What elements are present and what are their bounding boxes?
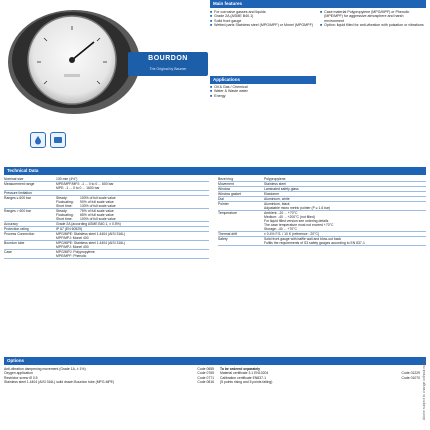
tech-value — [264, 187, 426, 191]
technical-data-right — [218, 177, 426, 246]
tech-key: Measurement range — [4, 182, 35, 186]
tech-value — [56, 177, 209, 181]
tech-key: Dial — [218, 197, 224, 201]
option-text: (5 points rising and 5 points falling) — [220, 379, 273, 384]
tech-value-line: Adjustable micro metric pointer (P ≥ 1.6 bar) — [264, 206, 331, 210]
brand-tagline: The Original by Baumer — [149, 67, 187, 71]
tech-value-line: MPE: -1 ... 0 to 0 ... 1600 bar — [56, 186, 100, 190]
tech-value-line: MPF/MPJ: Monel 400 — [56, 245, 89, 249]
options-header: Options — [4, 357, 426, 365]
tech-value-line: For liquid filled version see ordering details — [264, 219, 329, 223]
feature-item — [210, 23, 314, 27]
tech-key: Case — [4, 250, 12, 254]
feature-text: Wetted parts Stainless steel (MPG/MPF) or Monel (MPGMPF) — [214, 22, 313, 27]
bullet-icon: ■ — [320, 10, 323, 14]
option-code: Code 0765 — [197, 371, 214, 376]
tech-value — [264, 232, 426, 236]
options-left — [4, 367, 214, 384]
feature-text: Grade 2A (ASME B40.1) — [214, 14, 254, 19]
options-separate-title: To be ordered separately — [220, 367, 261, 371]
tech-value-line: Ambient: -20 ... +70°C — [264, 211, 298, 215]
applications-list — [210, 85, 248, 98]
tech-sub-row — [56, 217, 209, 221]
tech-key: Bourdon tube — [4, 241, 25, 245]
feature-text: Solid front gauge — [214, 18, 242, 23]
tech-value — [56, 209, 209, 221]
tech-sub-value: 100% of full scale value — [80, 217, 116, 221]
bullet-icon: ■ — [320, 22, 323, 27]
tech-value-line: MPG/MPE: Stainless steel 1.4404 (AISI 316L) — [56, 241, 126, 245]
atex-icon — [50, 132, 66, 148]
tech-sub-value: 75% of full scale value — [80, 209, 114, 213]
tech-value-line: Grade 2A (according ASME B40.1, ± 0.5%) — [56, 222, 121, 226]
tech-key: Ranges > 600 bar — [4, 209, 32, 213]
tech-value — [264, 192, 426, 196]
drop-icon — [30, 132, 46, 148]
bullet-icon: ■ — [210, 18, 213, 23]
feature-text: For corrosive gasses and liquids — [214, 10, 266, 14]
tech-sub-key: Fluctuating: — [56, 213, 74, 217]
option-text: Material certificate 3.1 EN10204 — [220, 371, 269, 376]
tech-value-line: MPE/MPF/MPJ: -1 ... 0 to 0 ... 600 bar — [56, 182, 114, 186]
side-note: Above subject to change without notice — [422, 359, 426, 420]
tech-key: Safety — [218, 237, 228, 241]
bullet-icon: ■ — [210, 93, 213, 98]
option-code: Code 01229 — [401, 371, 420, 376]
feature-item — [320, 23, 424, 27]
tech-value — [56, 232, 209, 240]
tech-key: Window gasket — [218, 192, 241, 196]
option-text: Oxygen application — [4, 371, 33, 376]
option-text: Restrictor screw Ø 0.5 — [4, 375, 38, 380]
tech-row — [4, 232, 209, 241]
tech-value-line: Elastomer — [264, 192, 280, 196]
tech-value — [56, 227, 209, 231]
tech-value-line: MPE/MPF: Phenolic — [56, 254, 87, 258]
tech-value — [264, 177, 426, 181]
option-row — [4, 380, 214, 384]
tech-sub-key: Steady: — [56, 209, 68, 213]
tech-row — [4, 241, 209, 250]
bullet-icon: ■ — [210, 10, 213, 14]
option-code: Code 0816 — [197, 379, 214, 384]
option-text: Calibration certificate EN837-1 — [220, 375, 266, 380]
brand-name: BOURDON — [148, 55, 188, 62]
tech-value-line: IP 67 (EN 60529) — [56, 227, 83, 231]
tech-value-line: ± 0.4% F.S. / 10 K (reference : 20°C) — [264, 232, 320, 236]
bourdon-logo — [128, 52, 208, 76]
tech-value — [56, 196, 209, 208]
option-code: Code 01070 — [401, 375, 420, 380]
bullet-icon: ■ — [210, 14, 213, 19]
tech-value — [56, 191, 209, 195]
feature-text: Option: liquid filled for anti-vibration with pulsation or vibrations — [324, 22, 424, 27]
tech-key: Window — [218, 187, 231, 191]
tech-key: Movement — [218, 182, 234, 186]
tech-key: Ranges ≤ 600 bar — [4, 196, 31, 200]
application-text: Energy — [214, 93, 226, 98]
tech-sub-value: 130% of full scale value — [80, 204, 116, 208]
tech-key: Thermal drift — [218, 232, 238, 236]
option-row — [220, 380, 420, 384]
tech-value — [56, 182, 209, 190]
tech-value-line: MPF/MPJ: Monel 400 — [56, 236, 89, 240]
tech-value — [264, 237, 426, 245]
tech-sub-key: Steady: — [56, 196, 68, 200]
tech-value-line: Medium: -40 ... +200°C (not filled) — [264, 215, 315, 219]
tech-value — [56, 241, 209, 249]
tech-key: Accuracy — [4, 222, 18, 226]
tech-value — [264, 197, 426, 201]
technical-data-header: Technical Data — [4, 167, 426, 175]
tech-row — [218, 237, 426, 246]
tech-key: Bezel ring — [218, 177, 234, 181]
options-right — [220, 367, 420, 384]
tech-sub-value: 90% of full scale value — [80, 200, 114, 204]
bullet-icon: ■ — [210, 89, 213, 94]
tech-value-line: MPG/MPE: Stainless steel 1.4404 (AISI 316L) — [56, 232, 126, 236]
feature-text: Case material Polypropylene (MPG/MPF) or Phenolic (MPE/MPF) for aggressive atmosphere and harsh environment — [324, 10, 410, 23]
tech-key: Nominal size — [4, 177, 24, 181]
technical-data-left — [4, 177, 209, 259]
tech-value-line: Stainless steel — [264, 182, 286, 186]
approval-icons — [30, 132, 66, 148]
tech-key: Process Connection — [4, 232, 35, 236]
tech-value — [264, 202, 426, 210]
application-text: Water & Waste water — [214, 89, 248, 94]
option-code: Code 0771 — [197, 375, 214, 380]
tech-row — [4, 196, 209, 209]
tech-sub-key: Short time: — [56, 204, 73, 208]
bullet-icon: ■ — [210, 22, 213, 27]
feature-item — [320, 10, 424, 23]
main-features-header: Main features — [210, 0, 426, 8]
tech-row — [4, 209, 209, 222]
tech-key: Protection rating — [4, 227, 29, 231]
option-code: Code 0655 — [197, 367, 214, 371]
tech-key: Temperature — [218, 211, 238, 215]
tech-value-line: Solid front gauge with baffle wall and blow-out back — [264, 237, 342, 241]
tech-value-line: Laminated safety glass — [264, 187, 299, 191]
tech-value — [56, 222, 209, 226]
tech-value — [264, 211, 426, 231]
option-text: Anti-vibration dampening movement (Grade 1A, ± 1%) — [4, 367, 86, 371]
tech-sub-key: Fluctuating: — [56, 200, 74, 204]
application-item — [210, 94, 248, 98]
tech-value-line: 130 mm (4½") — [56, 177, 78, 181]
tech-value-line: Fulfils the requirements of S3 safety gauges according to EN 837-1 — [264, 241, 365, 245]
tech-key: Pressure limitation — [4, 191, 32, 195]
tech-row — [218, 211, 426, 232]
tech-value-line: Aluminium, white — [264, 197, 290, 201]
tech-value-line: Storage: -40 ... +70°C — [264, 227, 297, 231]
option-text: Stainless steel 1.4404 (AISI 316L) solid drawn Bourdon tube (MPG-MPE) — [4, 379, 115, 384]
bullet-icon: ■ — [210, 85, 213, 89]
tech-row — [4, 250, 209, 259]
tech-sub-value: 65% of full scale value — [80, 213, 114, 217]
tech-row — [4, 182, 209, 191]
tech-value-line: The case temperature must not exceed +70°C — [264, 223, 334, 227]
application-text: Oil & Gas / Chemical — [214, 85, 248, 89]
tech-key: Pointer — [218, 202, 229, 206]
tech-sub-value: 100% of full scale value — [80, 196, 116, 200]
tech-row — [218, 202, 426, 211]
tech-value-line: Polypropylene — [264, 177, 286, 181]
tech-value — [264, 182, 426, 186]
applications-header: Applications — [210, 76, 316, 84]
tech-sub-row — [56, 204, 209, 208]
tech-value-line: MPG/MPJ: Polypropylene — [56, 250, 95, 254]
tech-value — [56, 250, 209, 258]
tech-sub-key: Short time: — [56, 217, 73, 221]
tech-value-line: Aluminium, black — [264, 202, 290, 206]
